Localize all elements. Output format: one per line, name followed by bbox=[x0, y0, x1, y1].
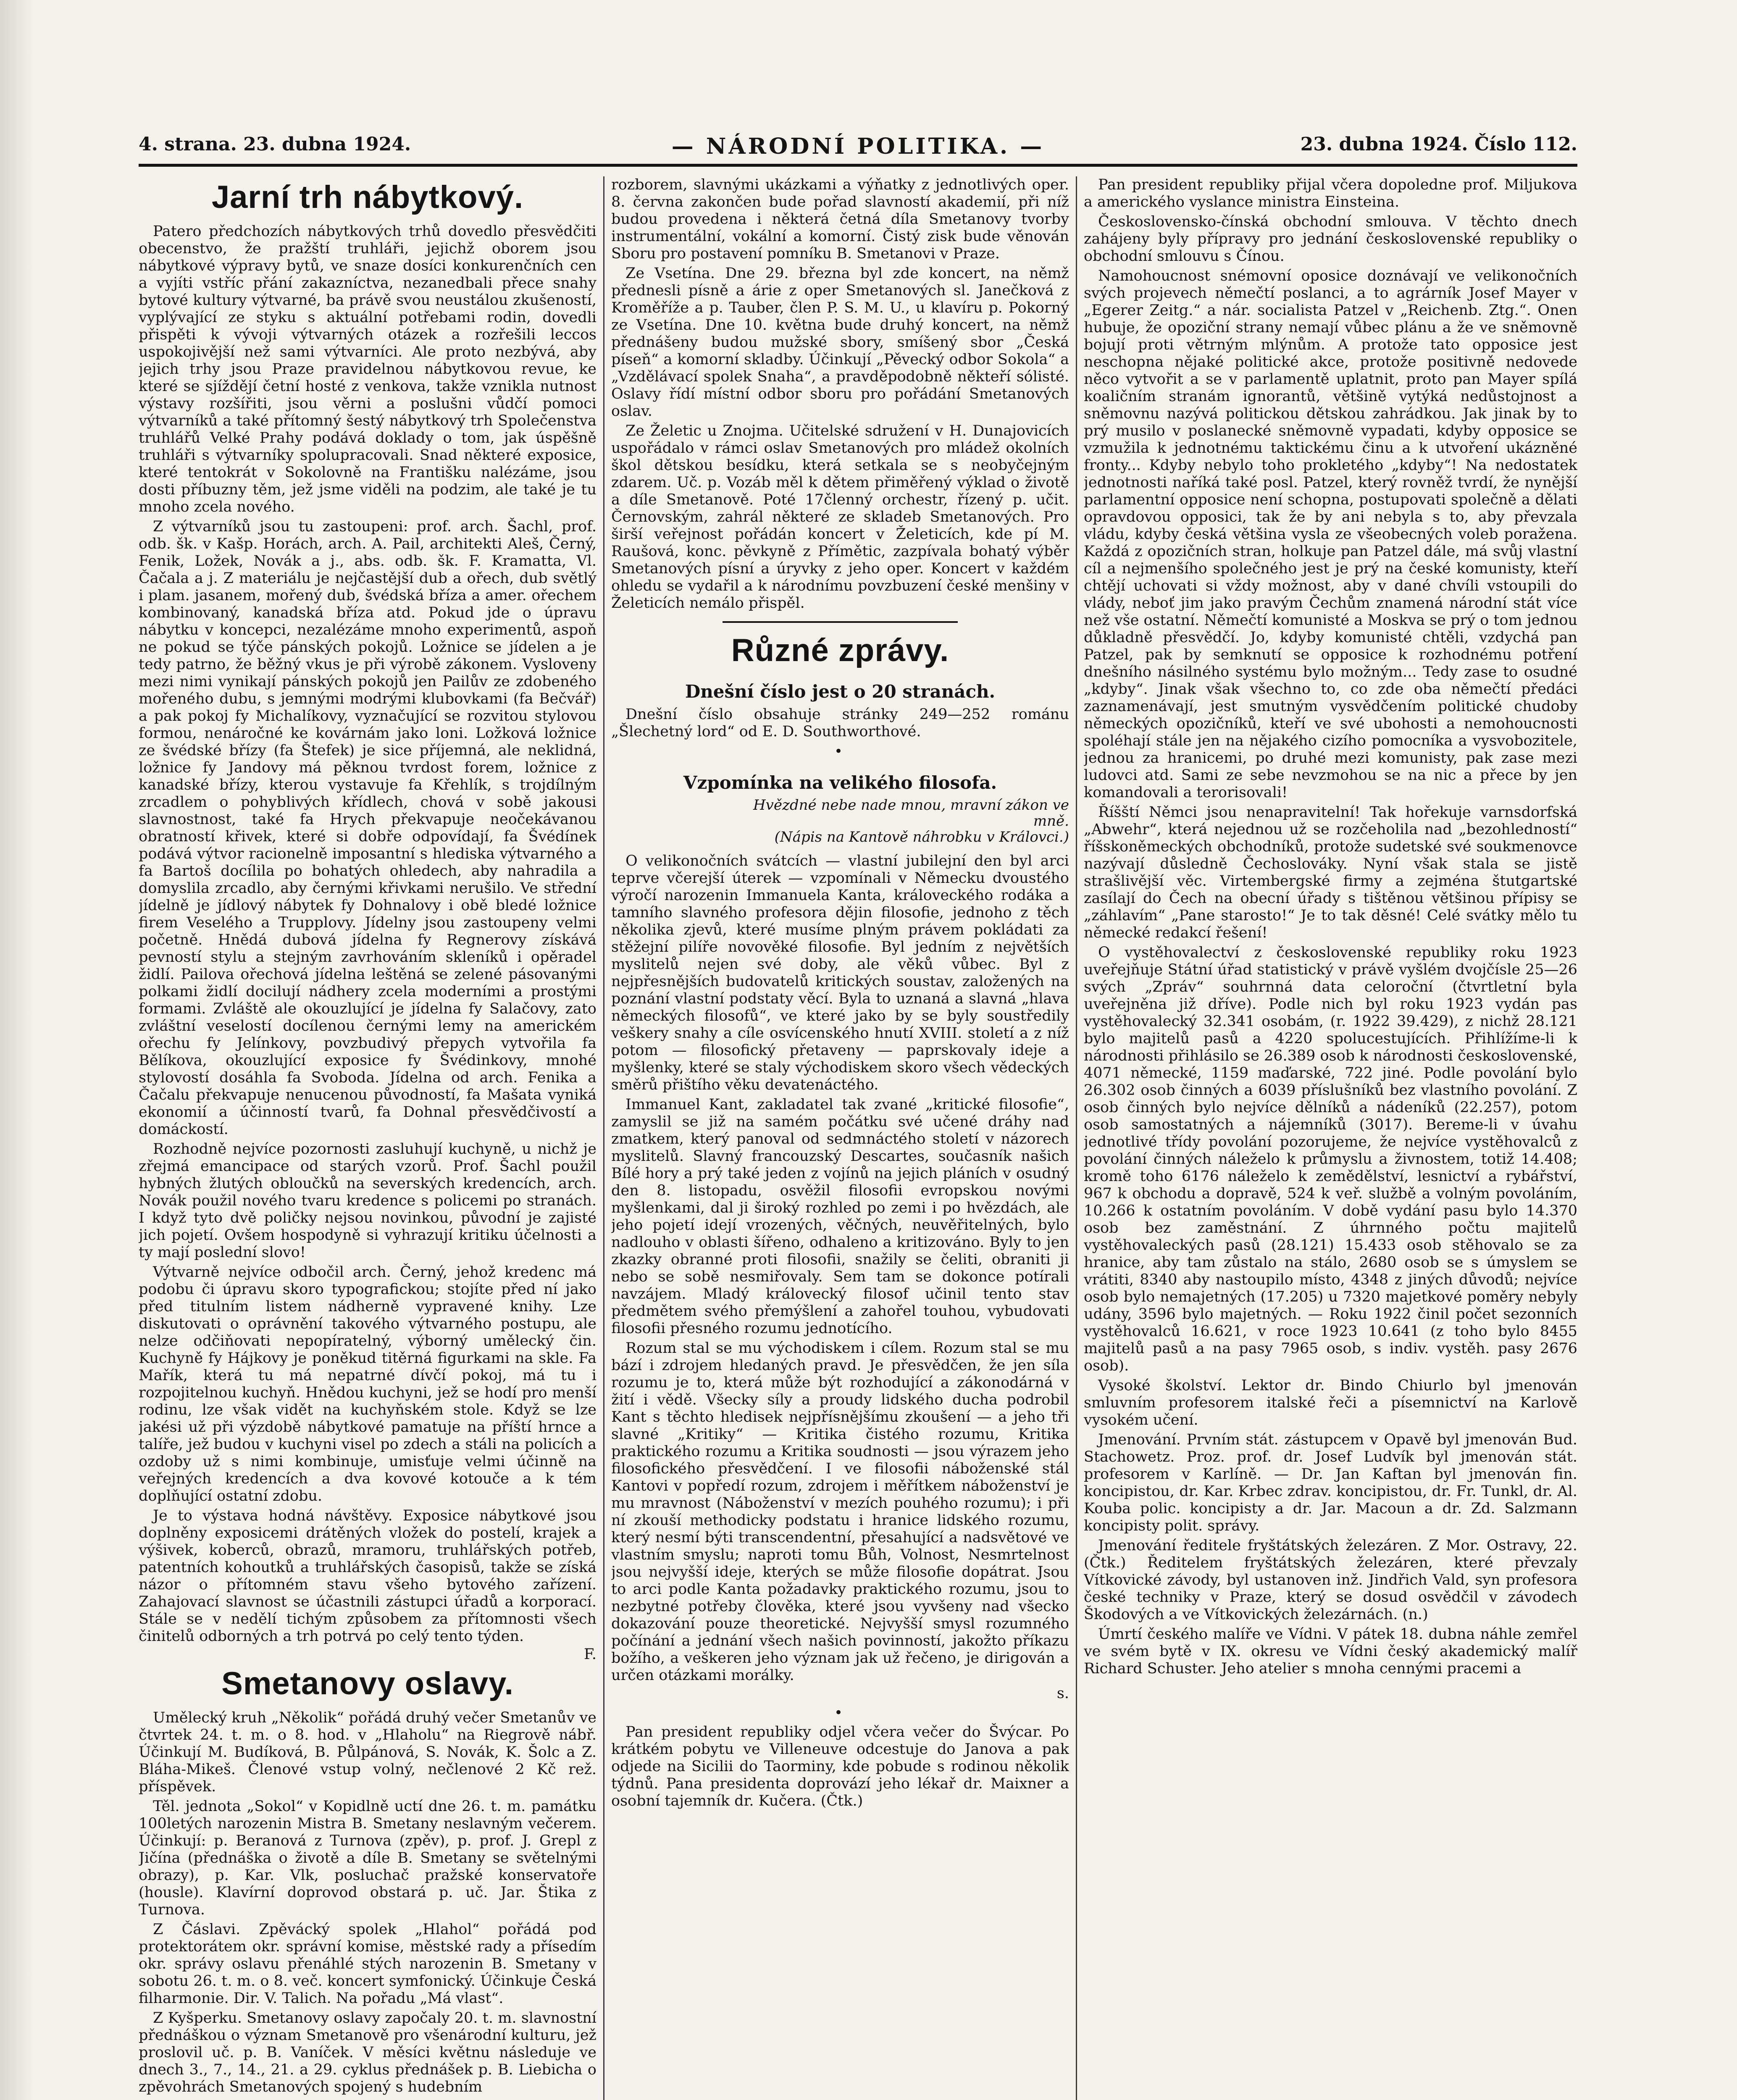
column-1 bbox=[139, 176, 597, 2100]
paragraph: Z Čáslavi. Zpěvácký spolek „Hlahol“ pořádá pod protektorátem okr. správní komise, městské rady a přísedím okr. správy oslavu přenáhlé stých narozenin B. Smetany v sobotu 26. t. m. o 8. več. koncert symfonický. Účinkuje Česká filharmonie. Dir. V. Talich. Na pořadu „Má vlast“. bbox=[139, 1921, 597, 2007]
paragraph: Z výtvarníků jsou tu zastoupeni: prof. arch. Šachl, prof. odb. šk. v Kašp. Horách, arch. A. Pail, architekti Aleš, Černý, Fenik, Ložek, Novák a j., abs. odb. šk. F. Kramatta, Vl. Čačala a j. Z materiálu je nejčastější dub a ořech, dub světlý i plam. jasanem, mořený dub, švédská bříza a amer. ořechem kombinovaný, kanadská bříza atd. Pokud jde o úpravu nábytku v koncepci, nezalézáme mnoho experimentů, aspoň ne pokud se týče pánských pokojů. Ložnice se jídelen a je tedy patrno, že běžný vkus je při výrobě zákonem. Vysloveny mezi nimi vynikají pánských pokojů jen Pailův ze zdobeného mořeného dubu, s jemnými modrými klubovkami (fa Bečvář) a pak pokoj fy Michalíkovy, vyznačující se rozvitou stylovou formou, nenáročné ke kovárnám jako loni. Ložková ložnice ze švédské břízy (fa Štefek) je sice příjemná, ale neklidná, ložnice fy Jandovy má pěknou tvrdost forem, ložnice z kanadské břízy, kterou vystavuje fa Křehlík, s trojdílným zrcadlem o pohyblivých křídlech, chová v sobě jakousi slavnostnost, také fa Hrych překvapuje neočekávanou obratností křivek, které si dobře odpovídají, fa Švédínek podává výtvor racionelně imposantní s hlediska výtvarného a fa Bartoš docílila po bohatých ohledech, aby nahradila a domyslila zrcadlo, aby černými křivkami nerušilo. Ve střední jídelně je jídlový nábytek fy Dohnalovy i obě bledé ložnice firem Veselého a Trupplovy. Jídelny jsou zastoupeny velmi početně. Hnědá dubová jídelna fy Regnerovy získává pevností stylu a stejným zavrhováním skleníků i opěradel židlí. Pailova ořechová jídelna leštěná se zelené pásovanými polkami židlí docilují nádhery zcela moderními a prostými formami. Zvláště ale okouzlující je jídelna fy Salačovy, zato zvláštní veselostí docílenou černými lemy na americkém ořechu fy Jelínkovy, povzbudivý přepych vytvořila fa Bělíkova, okouzlující exposice fy Švédinkovy, mnohé stylovostí dosáhla fa Svoboda. Jídelna od arch. Fenika a Čačalu překvapuje nenucenou původností, fa Mašata vyniká ekonomií a účinností tvarů, fa Dohnal přesvědčivostí a domáckostí. bbox=[139, 518, 597, 1138]
section-divider bbox=[723, 621, 958, 623]
column-2 bbox=[611, 176, 1069, 2100]
column-rule-2 bbox=[1076, 176, 1077, 2100]
article-signature: F. bbox=[584, 1646, 597, 1663]
article-title-furniture-fair: Jarní trh nábytkový. bbox=[211, 179, 524, 215]
paragraph: Pan president republiky odjel včera večer do Švýcar. Po krátkém pobytu ve Villeneuve odcestuje do Janova a pak odjede na Sicilii do Taorminy, kde pobude s rodinou několik týdnů. Pana presidenta doprovází jeho lékař dr. Maixner a osobní tajemník dr. Kučera. (Čtk.) bbox=[611, 1724, 1069, 1809]
paragraph: Ze Vsetína. Dne 29. března byl zde koncert, na němž přednesli písně a árie z oper Smetanových sl. Janečková z Kroměříže a p. Tauber, člen P. S. M. U., u klavíru p. Pokorný ze Vsetína. Dne 10. května bude druhý koncert, na němž přednášeny budou mužské sbory, smíšený sbor „Česká píseň“ a komorní skladby. Účinkují „Pěvecký odbor Sokola“ a „Vzdělávací spolek Snaha“, a pravděpodobně někteří sólisté. Oslavy řídí místní odbor sboru pro pořádání Smetanových oslav. bbox=[611, 265, 1069, 420]
section-title-misc-news: Různé zprávy. bbox=[731, 633, 949, 668]
masthead bbox=[139, 126, 1577, 167]
bullet-separator: • bbox=[834, 743, 846, 760]
paragraph: Z Kyšperku. Smetanovy oslavy započaly 20. t. m. slavnostní přednáškou o význam Smetanově pro všenárodní kulturu, jež proslovil uč. p. B. Vaníček. V měsíci květnu následuje ve dnech 3., 7., 14., 21. a 29. cyklus přednášek p. B. Liebicha o zpěvohrách Smetanových spojený s hudebním bbox=[139, 2010, 597, 2095]
epigraph-source: (Nápis na Kantově náhrobku v Královci.) bbox=[774, 829, 1069, 845]
page-edge-shadow bbox=[0, 0, 34, 2100]
paragraph: Je to výstava hodná návštěvy. Exposice nábytkové jsou doplněny exposicemi drátěných vložek do postelí, krajek a výšivek, koberců, obrazů, mramoru, truhlářských potřeb, patentních kohoutků a truhlářských časopisů, takže se získá názor o přítomném stavu všeho bytového zařízení. Zahajovací slavnost se účastnili zástupci úřadů a korporací. Stále se v nedělí tichým způsobem za přítomnosti všech činitelů odborných a trh potrvá po celý tento týden. bbox=[139, 1507, 597, 1645]
paragraph: Jmenování ředitele fryštátských železáren. Z Mor. Ostravy, 22. (Čtk.) Ředitelem fryštátských železáren, které převzaly Vítkovické závody, byl ustanoven inž. Jindřich Vald, syn profesora české techniky v Praze, který se dosud osvědčil v závodech Škodových a ve Vítkovických železárnách. (n.) bbox=[1084, 1537, 1577, 1623]
paragraph: O vystěhovalectví z československé republiky roku 1923 uveřejňuje Státní úřad statistický v právě vyšlém dvojčísle 25—26 svých „Zpráv“ souhrnná data celoroční (čtvrtletní byla uveřejněna již dříve). Podle nich byl roku 1923 vydán pas vystěhovalecký 32.341 osobám, (r. 1922 39.429), z nichž 28.121 bylo majitelů pasů a 4220 spolucestujících. Přihlížíme-li k národnosti přihlásilo se 26.389 osob k národnosti československé, 4071 německé, 1159 maďarské, 722 jiné. Podle povolání bylo 26.302 osob činných a 6039 příslušníků bez vlastního povolání. Z osob činných bylo nejvíce dělníků a nádeníků (22.257), potom osob samostatných a nájemníků (3017). Bereme-li v úvahu jednotlivé třídy povolání pozorujeme, že nejvíce vystěhovalců z povolání činných náleželo k průmyslu a živnostem, totiž 14.408; kromě toho 6176 náleželo k zemědělství, lesnictví a rybářství, 967 k obchodu a dopravě, 524 k veř. službě a volným povoláním, 10.266 k ostatním povoláním. V době vydání pasu bylo 14.370 osob bez zaměstnání. Z úhrnného počtu majitelů vystěhovaleckých pasů (28.121) 15.433 osob stěhovalo se za hranice, aby tam zůstalo na stálo, 2680 osob se s úmyslem se vrátiti, 8340 aby nastoupilo místo, 4348 z jiných důvodů; nejvíce osob bylo nemajetných (17.205) u 7320 majetkové poměry nebyly udány, 3596 bylo majetných. — Roku 1922 činil počet sezonních vystěhovalců 16.621, v roce 1923 10.641 (z toho bylo 8455 majitelů pasů a na pasy 7965 osob, s indiv. vystěh. pasy 2676 osob). bbox=[1084, 944, 1577, 1374]
paragraph: Pan president republiky přijal včera dopoledne prof. Miljukova a amerického vyslance ministra Einsteina. bbox=[1084, 176, 1577, 210]
paragraph: Československo-čínská obchodní smlouva. V těchto dnech zahájeny byly přípravy pro jednání československé republiky o obchodní smlouvu s Čínou. bbox=[1084, 213, 1577, 265]
epigraph-quote: Hvězdné nebe nade mnou, mravní zákon ve mně. bbox=[753, 797, 1069, 830]
newspaper-title: — NÁRODNÍ POLITIKA. — bbox=[671, 134, 1045, 159]
paragraph: Vysoké školství. Lektor dr. Bindo Chiurlo byl jmenován smluvním profesorem italské řeči a písemnictví na Karlově vysokém učení. bbox=[1084, 1377, 1577, 1428]
bullet-separator: • bbox=[834, 1704, 846, 1721]
epigraph bbox=[611, 797, 1069, 845]
article-title-philosopher: Vzpomínka na velikého filosofa. bbox=[683, 772, 997, 793]
article-title-smetana: Smetanovy oslavy. bbox=[221, 1666, 514, 1701]
paragraph: rozborem, slavnými ukázkami a výňatky z jednotlivých oper. 8. června zakončen bude pořad slavností akademií, při níž budou provedena i některá četná díla Smetanovy tvorby instrumentální, vokální a komorní. Čistý zisk bude věnován Sboru pro postavení pomníku B. Smetanovi v Praze. bbox=[611, 176, 1069, 262]
issue-number: 23. dubna 1924. Číslo 112. bbox=[1300, 134, 1577, 155]
paragraph: Immanuel Kant, zakladatel tak zvané „kritické filosofie“, zamyslil se již na samém počátku své učené dráhy nad zmatkem, který panoval od sedmnáctého století v názorech myslitelů. Slavný francouzský Descartes, současník našich Bílé hory a prý také jeden z vojínů na jejich pláních v osudný den 8. listopadu, osvěžil filosofii evropskou novými myšlenkami, dal ji široký rozhled po zemi i po hvězdách, ale jeho pojetí idejí vrozených, věčných, neuvěřitelných, bylo nadlouho v oblasti šířeno, odhaleno a kritizováno. Byly to jen zkazky obranné proti filosofii, snažily se čeliti, obraniti ji nebo se sobě nesmiřovaly. Sem tam se dokonce potírali navzájem. Mladý královecký filosof učinil tento stav předmětem svého přemýšlení a zahořel touhou, vybudovati filosofii přesného rozumu jednotícího. bbox=[611, 1096, 1069, 1337]
paragraph: Jmenování. Prvním stát. zástupcem v Opavě byl jmenován Bud. Stachowetz. Proz. prof. dr. Josef Ludvík byl jmenován stát. profesorem v Karlíně. — Dr. Jan Kaftan byl jmenován fin. koncipistou, dr. Kar. Krbec zdrav. koncipistou, dr. Fr. Tunkl, dr. Al. Kouba polic. koncipisty a dr. Jar. Macoun a dr. Zd. Salzmann koncipisty polit. správy. bbox=[1084, 1431, 1577, 1534]
paragraph: Patero předchozích nábytkových trhů dovedlo přesvědčiti obecenstvo, že pražští truhláři, jejichž oborem jsou nábytkové výpravy bytů, ve snaze dosíci konkurenčních cen a vyjíti vstříc přání zakazníctva, nezanedbali přece snahy bytové kultury výtvarné, ba právě svou neustálou zkušeností, vyplývající ze styku s aktuální potřebami rodin, dovedli přispěti k vývoji výtvarných otázek a rozřešili leccos uspokojivější než sami výtvarníci. Ale proto nezbývá, aby jejich trhy jsou Praze pravidelnou nábytkovou revue, ke které se sjíždějí četní hosté z venkova, takže vznikla nutnost výstavy rozšířiti, jsou věrni a poslušni vůdčí pomoci výtvarníků a také přítomný šestý nábytkový trh Společenstva truhlářů Velké Prahy podává doklady o tom, jak úspěšně truhláři s výtvarníky spolupracovali. Snad některé exposice, které tentokrát v Sokolovně na Františku nalézáme, jsou dosti příbuzny těm, jež jsme viděli na podzim, ale také je tu mnoho zcela nového. bbox=[139, 223, 597, 515]
paragraph: Ze Želetic u Znojma. Učitelské sdružení v H. Dunajovicích uspořádalo v rámci oslav Smetanových pro mládež okolních škol dětskou besídku, která setkala se s neobyčejným zdarem. Uč. p. Vozáb měl k dětem přiměřený výklad o životě a díle Smetanově. Poté 17členný orchestr, řízený p. učit. Černovským, zahrál některé ze skladeb Smetanových. Pro širší veřejnost pořádán koncert v Želeticích, kde pí M. Raušová, konc. pěvkyně z Přímětic, zazpívala bohatý výběr Smetanových písní a úryvky z jeho oper. Koncert v každém ohledu se vydařil a k národnímu povzbuzení české menšiny v Želeticích nemálo přispěl. bbox=[611, 423, 1069, 612]
article-signature: s. bbox=[1056, 1685, 1069, 1702]
paragraph: Rozum stal se mu východiskem i cílem. Rozum stal se mu bází i zdrojem hledaných pravd. Je přesvědčen, že jen síla rozumu je to, která může být rozhodující a zákonodárná v žití i vědě. Všecky síly a proudy lidského ducha podrobil Kant s těchto hledisek nejpřísnějšímu zkoušení — a jeho tři slavné „Kritiky“ — Kritika čistého rozumu, Kritika praktického rozumu a Kritika soudnosti — jsou výrazem jeho filosofického přesvědčení. I ve filosofii náboženské stál Kantovi v popředí rozum, zdrojem i měřítkem náboženství je mu mravnost (Náboženství v mezích pouhého rozumu); i při ní zkouší methodicky podstatu i hranice lidského rozumu, který nesmí býti transcendentní, přesahující a nadsvětové ve vlastním smyslu; naproti tomu Bůh, Volnost, Nesmrtelnost jsou nejvyšší ideje, kterých se může filosofie dopátrat. Jsou to arci podle Kanta požadavky praktického rozumu, jsou to nezbytné potřeby člověka, které jsou vyvšeny nad všecko dokazování pouze theoretické. Nejvyšší smysl rozumného počínání a jednání všech našich povinností, jakožto příkazu božího, a veškeren jeho význam jak už řečeno, je dirigován a určen otázkami morálky. bbox=[611, 1340, 1069, 1684]
paragraph: Dnešní číslo obsahuje stránky 249—252 románu „Šlechetný lord“ od E. D. Southworthové. bbox=[611, 706, 1069, 740]
column-rule-1 bbox=[603, 176, 604, 2100]
paragraph: Výtvarně nejvíce odbočil arch. Černý, jehož kredenc má podobu či úpravu skoro typografickou; stojíte před ní jako před titulním listem nádherně vypravené knihy. Lze diskutovati o oprávnění takového výtvarného postupu, ale nelze odčiňovati nepopíratelný, výborný umělecký čin. Kuchyně fy Hájkovy je poněkud titěrná figurkami na skle. Fa Mařík, která tu má nepatrné dívčí pokoj, má tu i rozpojitelnou kuchyň. Hnědou kuchyni, jež se hodí pro menší rodinu, lze však vidět na kuchyňském stole. Když se lze jakési už při výzdobě nábytkové pamatuje na příští hrnce a talíře, jež budou v kuchyni visel po zdech a stáli na policích a ozdoby už s nimi kombinuje, umisťuje velmi účinně na veřejných kredencích a dva kovové kotouče a k tém doplňující ostatní zdobu. bbox=[139, 1264, 597, 1504]
column-3 bbox=[1084, 176, 1577, 2100]
paragraph: Říšští Němci jsou nenapravitelní! Tak hořekuje varnsdorfská „Abwehr“, která nejednou už se rozčeholila nad „bezohledností“ říšskoněmeckých obchodníků, protože sudetské své soukmenovce nazývají důsledně Čechoslováky. Nyní však stala se jistě strašlivější věc. Virtembergské firmy a zejména štutgartské zasílají do Čech na obecní úřady s tištěnou většinou přípisy se „záhlavím“ „Pane starosto!“ Je to tak děsné! Celé svátky mělo tu německé redakcí řešení! bbox=[1084, 804, 1577, 941]
paragraph: Namohoucnost snémovní oposice doznávají ve velikonočních svých projevech němečtí poslanci, a to agrárník Josef Mayer v „Egerer Zeitg.“ a nár. socialista Patzel v „Reichenb. Ztg.“. Onen hubuje, že opoziční strany nemají vůbec plánu a že ve sněmovně bojují proti větrným mlýnům. A protože tato opposice jest neschopna nějaké politické akce, protože positivně nedovede něco vytvořit a se v parlamentě uplatnit, proto pan Mayer spílá koaličním stranám ignorantů, většině vytýká nedůstojnost a sněmovnu nazývá politickou dětskou zahrádkou. Jak jinak by to prý musilo v poslanecké sněmovně vypadati, kdyby opposice se vzmužila k jednotnému taktickému činu a k utvoření ukázněné fronty... Kdyby nebylo toho prokletého „kdyby“! Na nedostatek jednotnosti naříká také posl. Patzel, který rovněž tvrdí, že nynější parlamentní opposice není schopna, postupovati společně a dělati opravdovou opposici, tak že by ani nebyla s to, aby převzala vládu, kdyby česká většina vysla ze všeobecných voleb poražena. Každá z opozičních stran, holkuje pan Patzel dále, má svůj vlastní cíl a nejmenšího společného jest je prý na české komunisty, kteří chtějí uchovati si vždy možnost, aby v dané chvíli vstoupili do vlády, neboť jim jako pravým Čechům znamená národní stát více než vše ostatní. Němečtí komunisté a Moskva se prý o tom jednou důkladně přesvědčí. Jo, kdyby komunisté chtěli, vzdychá pan Patzel, pak by semknutí se opposice k rozhodnému potření dnešního násilného systému bylo možným... Tedy zase to osudné „kdyby“. Jinak však všechno to, co zde oba němečtí předáci zaznamenávají, jest smutným vysvědčením politické chudoby německých opozičníků, kteří ve své ubohosti a nemohoucnosti spoléhají stále jen na nějakého cizího pomocníka a vysvobozitele, jednou za hranicemi, po druhé mezi komunisty, pak zase mezi ludovci atd. Sami ze sebe nevzmohou se na nic a přece by jen komandovali a terorisovali! bbox=[1084, 268, 1577, 801]
paragraph: Umělecký kruh „Několik“ pořádá druhý večer Smetanův ve čtvrtek 24. t. m. o 8. hod. v „Hlaholu“ na Riegrově nábř. Účinkují M. Budíková, B. Půlpánová, S. Novák, K. Šolc a Z. Bláha-Mikeš. Členové vstup volný, nečlenové 2 Kč rež. příspěvek. bbox=[139, 1709, 597, 1795]
paragraph: Úmrtí českého malíře ve Vídni. V pátek 18. dubna náhle zemřel ve svém bytě v IX. okresu ve Vídni český akademický malíř Richard Schuster. Jeho atelier s mnoha cennými pracemi a bbox=[1084, 1626, 1577, 1677]
subheading: Dnešní číslo jest o 20 stranách. bbox=[685, 681, 996, 702]
paragraph: Rozhodně nejvíce pozornosti zasluhují kuchyně, u nichž je zřejmá emancipace od starých vzorů. Prof. Šachl použil hybných žlutých obloučků na severských kredencích, arch. Novák použil nového tvaru kredence s policemi po stranách. I když tyto dvě poličky nejsou novinkou, původní je zajisté jich pojetí. Ovšem hospodyně si vyhrazují kritiku účelnosti a ty mají poslední slovo! bbox=[139, 1141, 597, 1261]
paragraph: O velikonočních svátcích — vlastní jubilejní den byl arci teprve včerejší úterek — vzpomínali v Německu dvoustého výročí narozenin Immanuela Kanta, královeckého rodáka a tamního slavného profesora dějin filosofie, jednoho z těch několika zjevů, které musíme plným právem pokládati za stěžejní pilíře novověké filosofie. Byl jedním z největších myslitelů nejen své doby, ale věků vůbec. Byl z nejpřesnějších budovatelů kritických soustav, založených na poznání vlastní podstaty věcí. Byla to uznaná a slavná „hlava německých filosofů“, ve které jako by se byly soustředily veškery snahy a cíle osvícenského hnutí XVIII. století a z níž potom — filosofický přetaveny — paprskovaly ideje a myšlenky, které se staly východiskem skoro všech vědeckých směrů přištího věku devatenáctého. bbox=[611, 853, 1069, 1093]
page-number-date: 4. strana. 23. dubna 1924. bbox=[139, 134, 411, 155]
paragraph: Těl. jednota „Sokol“ v Kopidlně uctí dne 26. t. m. památku 100letých narozenin Mistra B. Smetany neslavným večerem. Účinkují: p. Beranová z Turnova (zpěv), p. prof. J. Grepl z Jičína (přednáška o životě a díle B. Smetany se světelnými obrazy), p. Kar. Vlk, posluchač pražské konservatoře (housle). Klavírní doprovod obstará p. uč. Jar. Štika z Turnova. bbox=[139, 1798, 597, 1918]
